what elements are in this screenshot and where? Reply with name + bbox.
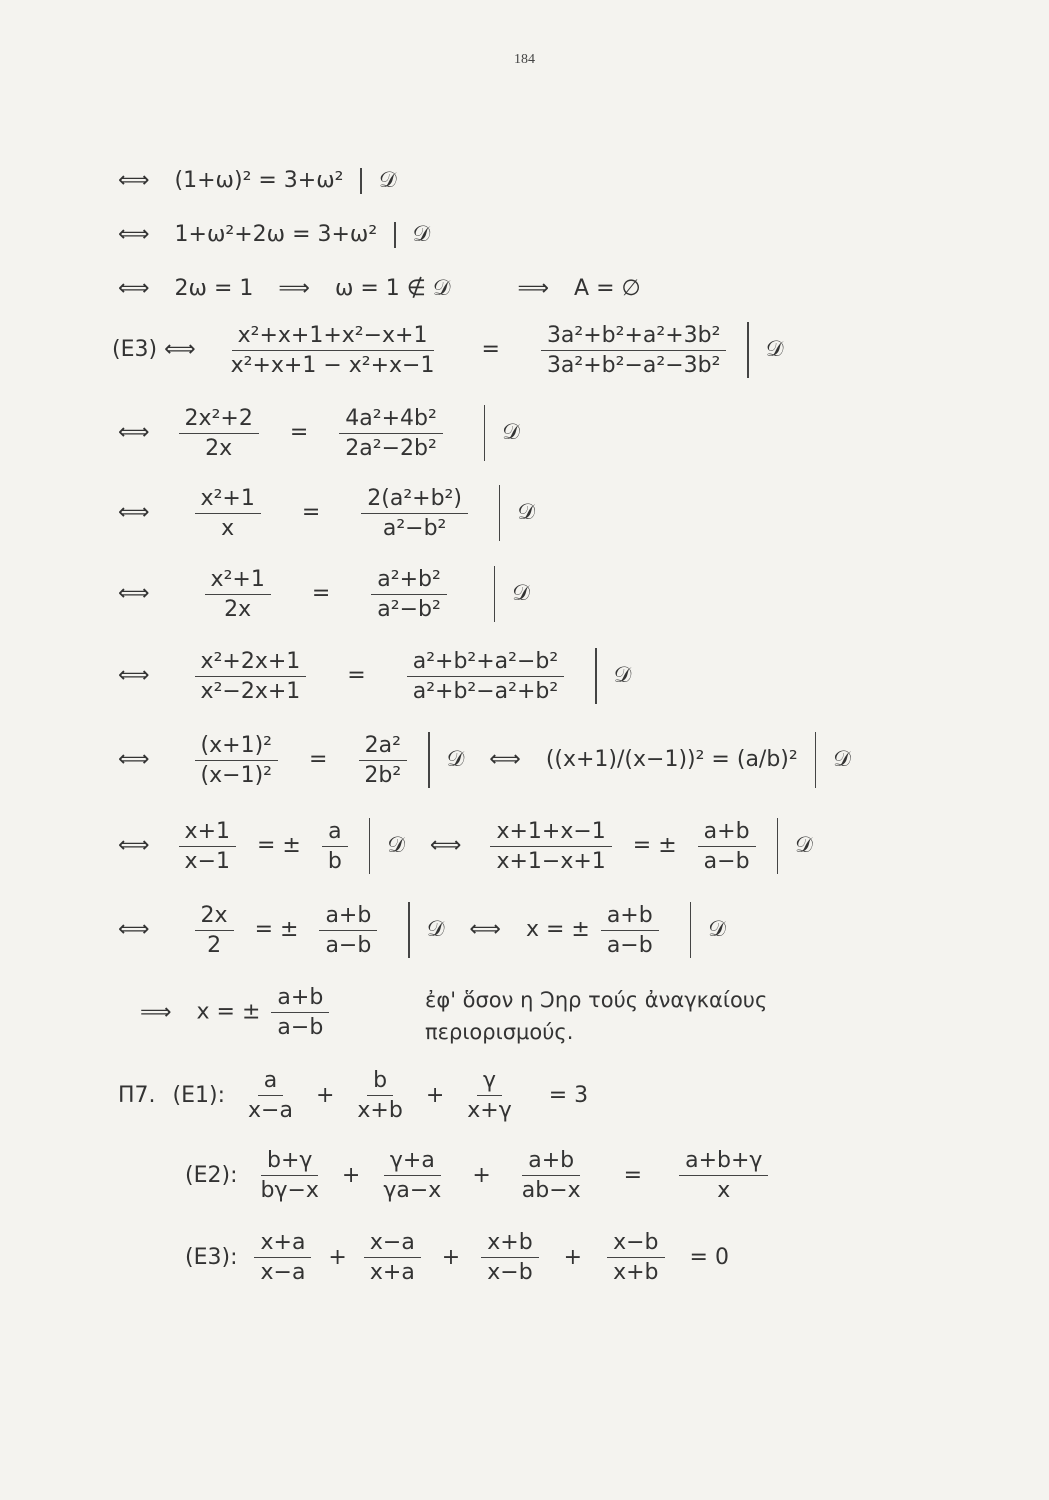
equals-sign: = [289, 420, 309, 445]
denominator: bγ−x [260, 1178, 319, 1203]
denominator: x−b [487, 1260, 533, 1285]
numerator: x+1+x−1 [490, 819, 611, 847]
fraction [364, 1230, 421, 1285]
fraction [407, 649, 564, 704]
domain-symbol: 𝒟 [517, 500, 536, 525]
rhs: = 3 [548, 1082, 589, 1108]
numerator: x−a [364, 1230, 421, 1258]
fraction [361, 486, 468, 541]
line-9 [118, 732, 851, 788]
denominator: x [221, 515, 235, 541]
fraction [371, 567, 447, 622]
fraction [601, 903, 659, 958]
equals-sign: = [623, 1162, 643, 1188]
fraction [319, 903, 377, 958]
numerator: a+b+γ [679, 1148, 768, 1176]
numerator: γ+a [384, 1148, 441, 1176]
equation: (1+ω)² = 3+ω² [174, 168, 344, 193]
numerator: x+1 [179, 819, 236, 847]
equation: A = ∅ [574, 276, 641, 301]
problem-7-e3 [185, 1230, 729, 1285]
numerator: 4a²+4b² [339, 406, 443, 434]
rhs: = 0 [689, 1244, 729, 1270]
numerator: a+b [522, 1148, 580, 1176]
fraction [481, 1230, 538, 1285]
domain-symbol: 𝒟 [378, 168, 397, 193]
domain-symbol: 𝒟 [613, 663, 632, 688]
domain-symbol: 𝒟 [708, 917, 726, 942]
domain-symbol: 𝒟 [446, 747, 465, 772]
equation: 1+ω²+2ω = 3+ω² [174, 222, 378, 247]
fraction [195, 733, 278, 788]
iff-arrow: ⟺ [164, 337, 196, 362]
numerator: 2x [195, 903, 234, 931]
numerator: b+γ [261, 1148, 318, 1176]
fraction [195, 903, 234, 958]
denominator: x−a [260, 1260, 306, 1285]
equation: 2ω = 1 [174, 276, 254, 301]
numerator: a²+b² [371, 567, 447, 595]
equals-sign: = [301, 500, 321, 525]
line-2 [118, 222, 430, 248]
numerator: 2x²+2 [179, 406, 259, 434]
iff-arrow: ⟺ [118, 420, 150, 445]
denominator: x−1 [184, 848, 230, 874]
iff-arrow: ⟺ [118, 581, 150, 606]
domain-symbol: 𝒟 [512, 581, 530, 606]
numerator: x²+1 [195, 486, 261, 514]
line-10 [118, 818, 813, 874]
numerator: a [258, 1068, 283, 1096]
fraction [322, 819, 348, 874]
line-4 [112, 322, 783, 378]
denominator: 2 [207, 932, 222, 958]
condition-bar [815, 732, 817, 788]
denominator: b [327, 848, 342, 874]
line-7 [118, 566, 530, 622]
denominator: a²+b²−a²+b² [412, 678, 559, 704]
fraction [490, 819, 611, 874]
fraction [351, 1068, 408, 1123]
condition-bar [595, 648, 597, 704]
equation-label: (E2): [185, 1162, 238, 1188]
numerator: (x+1)² [195, 733, 278, 761]
plus-sign: + [315, 1082, 335, 1108]
line-6 [118, 485, 535, 541]
line-3 [118, 276, 641, 301]
numerator: x²+2x+1 [195, 649, 307, 677]
domain-symbol: 𝒟 [502, 420, 520, 445]
denominator: x−a [248, 1098, 293, 1123]
plus-sign: + [441, 1244, 461, 1270]
equation: x = ± [196, 999, 261, 1025]
fraction [254, 1230, 311, 1285]
plus-sign: + [341, 1162, 361, 1188]
numerator: γ [477, 1068, 502, 1096]
plus-sign: + [328, 1244, 347, 1270]
equation: x = ± [525, 917, 590, 942]
fraction [254, 1148, 324, 1203]
iff-arrow: ⟺ [118, 222, 150, 247]
plus-minus: = ± [254, 917, 299, 942]
numerator: a [322, 819, 347, 847]
line-1 [118, 168, 397, 194]
numerator: a+b [698, 819, 756, 847]
plus-sign: + [425, 1082, 445, 1108]
denominator: x+γ [467, 1098, 512, 1123]
fraction [242, 1068, 299, 1123]
denominator: x+b [357, 1098, 403, 1123]
condition-bar [747, 322, 749, 378]
iff-arrow: ⟺ [118, 917, 150, 942]
numerator: x−b [607, 1230, 664, 1258]
numerator: a+b [271, 985, 329, 1013]
condition-bar [777, 818, 779, 874]
equation: ((x+1)/(x−1))² = (a/b)² [545, 747, 798, 772]
page-number: 184 [514, 52, 535, 67]
fraction [698, 819, 756, 874]
condition-bar [499, 485, 501, 541]
iff-arrow: ⟺ [118, 833, 150, 858]
numerator: 3a²+b²+a²+3b² [541, 323, 726, 351]
condition-bar [428, 732, 430, 788]
iff-arrow: ⟺ [118, 500, 150, 525]
equation-label: (E3) [112, 337, 158, 362]
denominator: a−b [325, 932, 372, 958]
note-line-2: περιορισμούς. [425, 1020, 574, 1044]
condition-bar [494, 566, 496, 622]
condition-bar [484, 405, 486, 461]
equals-sign: = [311, 581, 331, 606]
numerator: a²+b²+a²−b² [407, 649, 564, 677]
line-5 [118, 405, 520, 461]
denominator: x+b [613, 1260, 659, 1285]
line-11 [118, 902, 726, 958]
denominator: a−b [277, 1015, 324, 1040]
plus-sign: + [472, 1162, 491, 1188]
implies-arrow: ⟹ [278, 276, 310, 301]
numerator: 2a² [359, 733, 407, 761]
iff-arrow: ⟺ [118, 663, 150, 688]
iff-arrow: ⟺ [118, 276, 150, 301]
equals-sign: = [347, 663, 366, 688]
fraction [205, 567, 271, 622]
denominator: x²−2x+1 [200, 678, 301, 704]
fraction [179, 406, 259, 461]
equation-label: (E3): [185, 1244, 238, 1270]
fraction [195, 486, 261, 541]
problem-7-e1 [118, 1068, 588, 1123]
denominator: a²−b² [382, 515, 447, 541]
plus-minus: = ± [257, 833, 301, 858]
denominator: x+a [369, 1260, 415, 1285]
fraction [225, 323, 441, 378]
denominator: a²−b² [377, 596, 441, 622]
problem-7-e2 [185, 1148, 772, 1203]
implies-arrow: ⟹ [517, 276, 550, 301]
iff-arrow: ⟺ [118, 168, 150, 193]
plus-sign: + [563, 1244, 583, 1270]
denominator: (x−1)² [200, 762, 272, 788]
denominator: 2a²−2b² [345, 435, 437, 461]
domain-symbol: 𝒟 [426, 917, 445, 942]
denominator: a−b [703, 848, 750, 874]
domain-symbol: 𝒟 [765, 337, 784, 362]
denominator: 2b² [364, 762, 402, 788]
condition-bar [394, 222, 396, 248]
iff-arrow: ⟺ [489, 747, 521, 772]
fraction [195, 649, 307, 704]
equals-sign: = [308, 747, 328, 772]
numerator: a+b [319, 903, 377, 931]
equation-label: (E1): [172, 1082, 226, 1108]
line-12 [140, 985, 333, 1040]
denominator: 3a²+b²−a²−3b² [546, 352, 721, 378]
numerator: 2(a²+b²) [361, 486, 468, 514]
fraction [607, 1230, 664, 1285]
condition-bar [690, 902, 692, 958]
condition-bar [369, 818, 371, 874]
fraction [358, 733, 407, 788]
problem-label: Π7. [118, 1082, 156, 1108]
fraction [271, 985, 329, 1040]
iff-arrow: ⟺ [429, 833, 462, 858]
plus-minus: = ± [632, 833, 677, 858]
fraction [179, 819, 236, 874]
denominator: x²+x+1 − x²+x−1 [230, 352, 435, 378]
condition-bar [360, 168, 362, 194]
numerator: x+a [254, 1230, 311, 1258]
numerator: x²+x+1+x²−x+1 [232, 323, 434, 351]
domain-symbol: 𝒟 [833, 747, 851, 772]
denominator: x+1−x+1 [496, 848, 606, 874]
implies-arrow: ⟹ [140, 999, 172, 1025]
fraction [377, 1148, 447, 1203]
fraction [516, 1148, 587, 1203]
fraction [679, 1148, 768, 1203]
denominator: γa−x [383, 1178, 442, 1203]
denominator: a−b [606, 932, 653, 958]
fraction [339, 406, 443, 461]
numerator: b [367, 1068, 393, 1096]
note-line-1: ἐφ' ὅσον η Ͻηρ τούς ἀναγκαίους [425, 988, 768, 1012]
iff-arrow: ⟺ [118, 747, 150, 772]
domain-symbol: 𝒟 [412, 222, 431, 247]
domain-symbol: 𝒟 [387, 833, 405, 858]
denominator: ab−x [521, 1178, 581, 1203]
equals-sign: = [481, 337, 500, 362]
fraction [541, 323, 726, 378]
fraction [461, 1068, 517, 1123]
numerator: x+b [481, 1230, 538, 1258]
numerator: a+b [601, 903, 659, 931]
equation: ω = 1 ∉ 𝒟 [334, 276, 451, 301]
condition-bar [408, 902, 410, 958]
line-8 [118, 648, 631, 704]
iff-arrow: ⟺ [469, 917, 501, 942]
domain-symbol: 𝒟 [795, 833, 813, 858]
numerator: x²+1 [205, 567, 271, 595]
denominator: 2x [205, 435, 233, 461]
denominator: 2x [224, 596, 252, 622]
denominator: x [717, 1178, 731, 1203]
